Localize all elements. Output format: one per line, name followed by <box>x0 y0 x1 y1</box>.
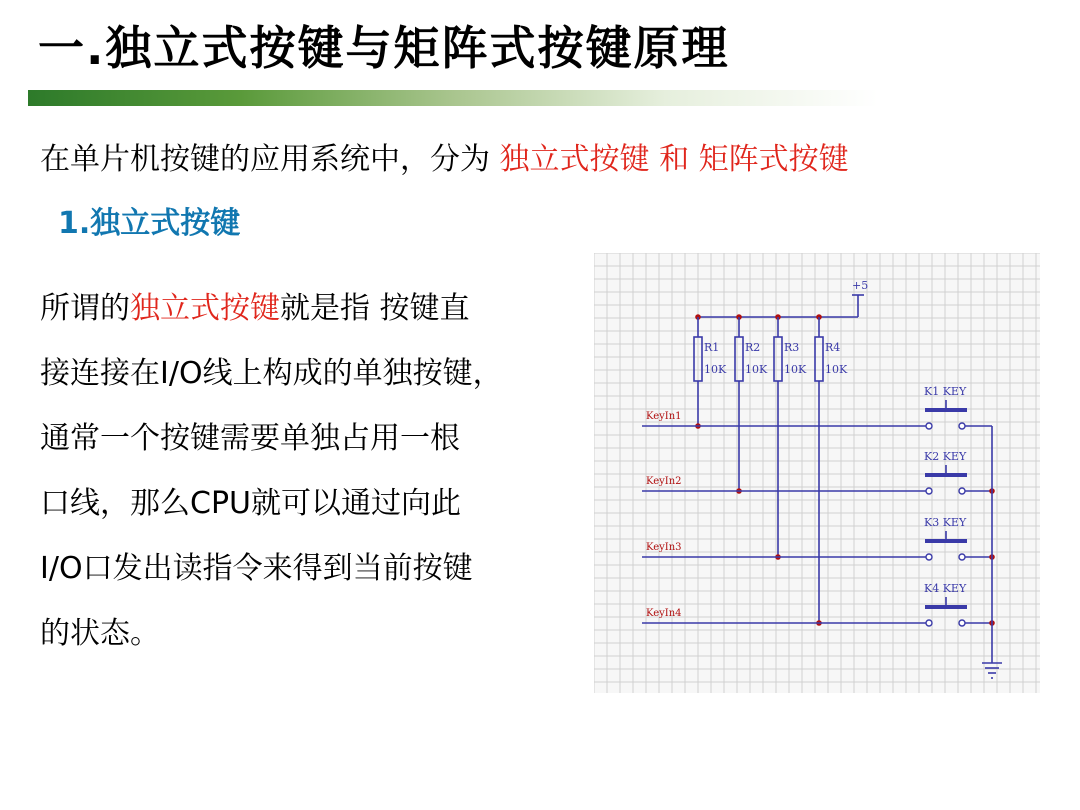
diagram-background <box>594 253 1040 693</box>
switch-contact <box>959 423 965 429</box>
paragraph-line-5: I/O口发出读指令来得到当前按键 <box>40 551 473 586</box>
switch-contact <box>959 488 965 494</box>
intro-text <box>40 134 849 178</box>
resistor-value-label: 10K <box>704 363 727 376</box>
intro-joiner: 和 <box>649 142 699 177</box>
keyin-label: KeyIn2 <box>646 476 682 487</box>
keyin-label: KeyIn4 <box>646 608 682 619</box>
resistor-value-label: 10K <box>825 363 848 376</box>
title-underline-bar <box>28 90 878 106</box>
switch-actuator <box>925 473 967 477</box>
intro-term-matrix: 矩阵式按键 <box>698 142 849 177</box>
switch-actuator <box>925 605 967 609</box>
line1-suffix: 就是指 按键直 <box>280 291 470 326</box>
switch-contact <box>959 620 965 626</box>
supply-label: +5 <box>852 279 869 292</box>
switch-contact <box>926 423 932 429</box>
paragraph-line-6: 的状态。 <box>40 616 160 651</box>
resistor-value-label: 10K <box>745 363 768 376</box>
intro-term-independent: 独立式按键 <box>499 142 650 177</box>
intro-prefix: 在单片机按键的应用系统中，分为 <box>40 142 500 177</box>
paragraph-line-1 <box>40 276 570 341</box>
key-label: K4 KEY <box>924 582 967 595</box>
switch-contact <box>959 554 965 560</box>
switch-contact <box>926 620 932 626</box>
paragraph-line-2: 接连接在I/O线上构成的单独按键， <box>40 356 503 391</box>
section-subheading: 1.独立式按键 <box>58 206 241 241</box>
key-label: K3 KEY <box>924 516 967 529</box>
resistor-name-label: R3 <box>784 341 800 354</box>
switch-contact <box>926 554 932 560</box>
resistor-name-label: R2 <box>745 341 761 354</box>
resistor-name-label: R1 <box>704 341 720 354</box>
switch-actuator <box>925 408 967 412</box>
paragraph-line-3: 通常一个按键需要单独占用一根 <box>40 421 460 456</box>
line1-prefix: 所谓的 <box>40 291 130 326</box>
keyin-label: KeyIn3 <box>646 542 682 553</box>
independent-key-circuit-diagram <box>594 253 1040 693</box>
paragraph-line-4: 口线，那么CPU就可以通过向此 <box>40 486 461 521</box>
line1-term: 独立式按键 <box>130 291 280 326</box>
key-label: K1 KEY <box>924 385 967 398</box>
switch-contact <box>926 488 932 494</box>
resistor-value-label: 10K <box>784 363 807 376</box>
slide-title: 一.独立式按键与矩阵式按键原理 <box>38 21 730 75</box>
key-label: K2 KEY <box>924 450 967 463</box>
resistor-name-label: R4 <box>825 341 841 354</box>
switch-actuator <box>925 539 967 543</box>
description-paragraph <box>40 276 570 666</box>
keyin-label: KeyIn1 <box>646 411 682 422</box>
